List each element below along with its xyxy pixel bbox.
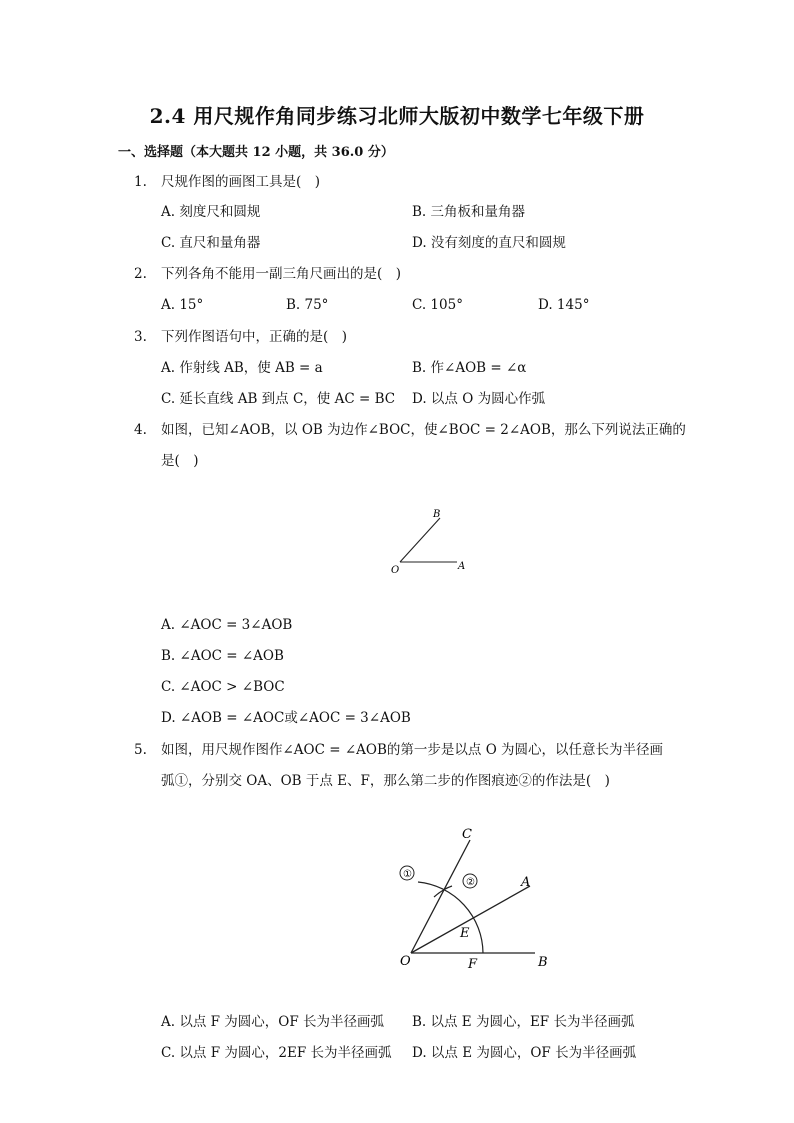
label-arc1: ① [403,869,412,880]
label-o: O [391,565,400,576]
question-number: 5. [134,742,147,758]
label-f: F [468,957,478,972]
question-number: 1. [134,174,147,190]
question-stem: 下列作图语句中，正确的是( ) [161,329,348,345]
label-o: O [400,954,411,969]
question-number: 4. [134,422,147,438]
option-d[interactable]: D. 145° [538,297,590,313]
option-b[interactable]: B. 作∠AOB = ∠α [412,360,527,376]
question-stem: 如图，已知∠AOB，以 OB 为边作∠BOC，使∠BOC = 2∠AOB，那么下列说法正确的 [161,422,686,438]
option-d[interactable]: D. 以点 O 为圆心作弧 [412,391,546,407]
option-d[interactable]: D. 没有刻度的直尺和圆规 [412,235,566,251]
label-b: B [433,509,441,520]
option-c[interactable]: C. ∠AOC > ∠BOC [161,679,285,695]
angle-aob-figure [385,502,480,580]
option-b[interactable]: B. 75° [286,297,329,313]
option-c[interactable]: C. 以点 F 为圆心，2EF 长为半径画弧 [161,1045,392,1061]
label-arc2: ② [466,877,475,888]
question-stem-cont: 弧①，分别交 OA、OB 于点 E、F，那么第二步的作图痕迹②的作法是( ) [161,773,610,789]
question-stem-cont: 是( ) [161,453,199,469]
label-e: E [460,926,470,941]
option-d[interactable]: D. ∠AOB = ∠AOC或∠AOC = 3∠AOB [161,710,411,726]
section-heading: 一、选择题（本大题共 12 小题，共 36.0 分） [118,145,394,160]
option-c[interactable]: C. 直尺和量角器 [161,235,261,251]
option-b[interactable]: B. 三角板和量角器 [412,204,526,220]
option-a[interactable]: A. 15° [161,297,204,313]
label-a: A [458,561,466,572]
option-b[interactable]: B. 以点 E 为圆心，EF 长为半径画弧 [412,1014,635,1030]
question-number: 2. [134,266,147,282]
page-title: 2.4 用尺规作角同步练习北师大版初中数学七年级下册 [149,104,645,128]
option-a[interactable]: A. 以点 F 为圆心，OF 长为半径画弧 [161,1014,385,1030]
label-b: B [538,955,548,970]
construction-figure [390,820,560,975]
question-stem: 下列各角不能用一副三角尺画出的是( ) [161,266,402,282]
option-a[interactable]: A. ∠AOC = 3∠AOB [161,617,293,633]
question-stem: 如图，用尺规作图作∠AOC = ∠AOB的第一步是以点 O 为圆心，以任意长为半径画 [161,742,664,758]
option-d[interactable]: D. 以点 E 为圆心，OF 长为半径画弧 [412,1045,637,1061]
option-a[interactable]: A. 刻度尺和圆规 [161,204,261,220]
option-b[interactable]: B. ∠AOC = ∠AOB [161,648,284,664]
question-stem: 尺规作图的画图工具是( ) [161,174,321,190]
option-c[interactable]: C. 延长直线 AB 到点 C，使 AC = BC [161,391,396,407]
question-number: 3. [134,329,147,345]
option-c[interactable]: C. 105° [412,297,463,313]
label-c: C [462,827,472,842]
label-a: A [521,875,531,890]
option-a[interactable]: A. 作射线 AB，使 AB = a [161,360,323,376]
